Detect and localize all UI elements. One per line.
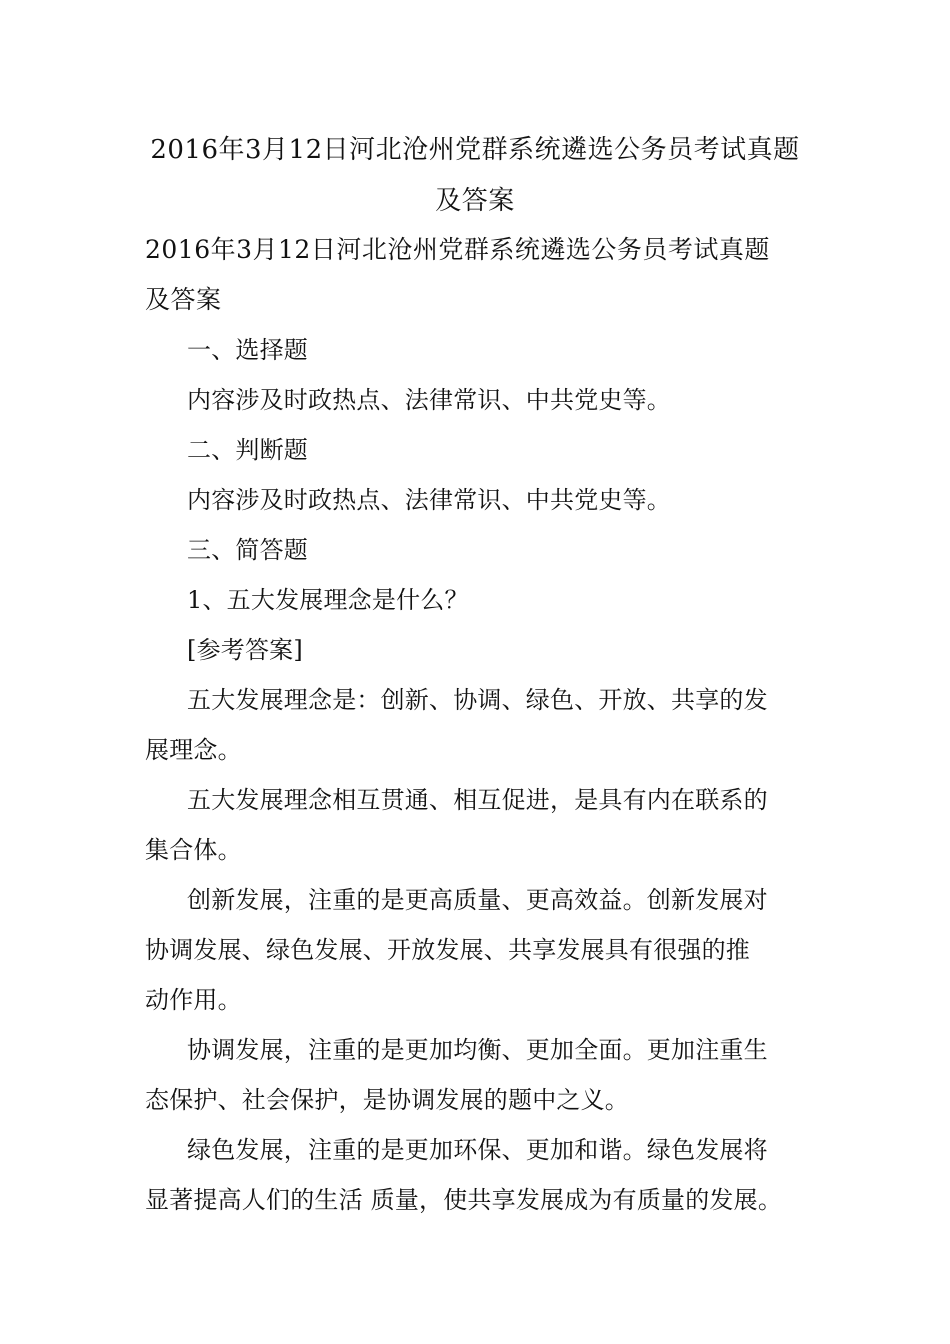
question-1: 1、五大发展理念是什么？ (187, 586, 469, 614)
document-title-line-1: 2016年3月12日河北沧州党群系统遴选公务员考试真题 (150, 135, 800, 165)
answer-paragraph-3-line-3: 动作用。 (145, 986, 242, 1014)
answer-paragraph-4-line-1: 协调发展，注重的是更加均衡、更加全面。更加注重生 (187, 1036, 768, 1064)
answer-paragraph-3-line-1: 创新发展，注重的是更高质量、更高效益。创新发展对 (187, 886, 768, 914)
answer-paragraph-2-line-2: 集合体。 (145, 836, 242, 864)
answer-paragraph-4-line-2: 态保护、社会保护，是协调发展的题中之义。 (145, 1086, 629, 1114)
document-title-line-2: 及答案 (435, 186, 515, 216)
answer-paragraph-1-line-2: 展理念。 (145, 736, 242, 764)
answer-paragraph-3-line-2: 协调发展、绿色发展、开放发展、共享发展具有很强的推 (145, 936, 750, 964)
answer-paragraph-2-line-1: 五大发展理念相互贯通、相互促进，是具有内在联系的 (187, 786, 768, 814)
section-heading-choice: 一、选择题 (187, 336, 308, 364)
section-content-choice: 内容涉及时政热点、法律常识、中共党史等。 (187, 386, 671, 414)
answer-paragraph-5-line-2: 显著提高人们的生活 质量，使共享发展成为有质量的发展。 (145, 1186, 783, 1214)
subtitle-line-1: 2016年3月12日河北沧州党群系统遴选公务员考试真题 (145, 235, 770, 264)
subtitle-line-2: 及答案 (145, 285, 222, 314)
section-heading-short-answer: 三、简答题 (187, 536, 308, 564)
section-heading-judge: 二、判断题 (187, 436, 308, 464)
answer-paragraph-1-line-1: 五大发展理念是：创新、协调、绿色、开放、共享的发 (187, 686, 768, 714)
reference-answer-label: [参考答案] (187, 636, 303, 664)
section-content-judge: 内容涉及时政热点、法律常识、中共党史等。 (187, 486, 671, 514)
answer-paragraph-5-line-1: 绿色发展，注重的是更加环保、更加和谐。绿色发展将 (187, 1136, 768, 1164)
